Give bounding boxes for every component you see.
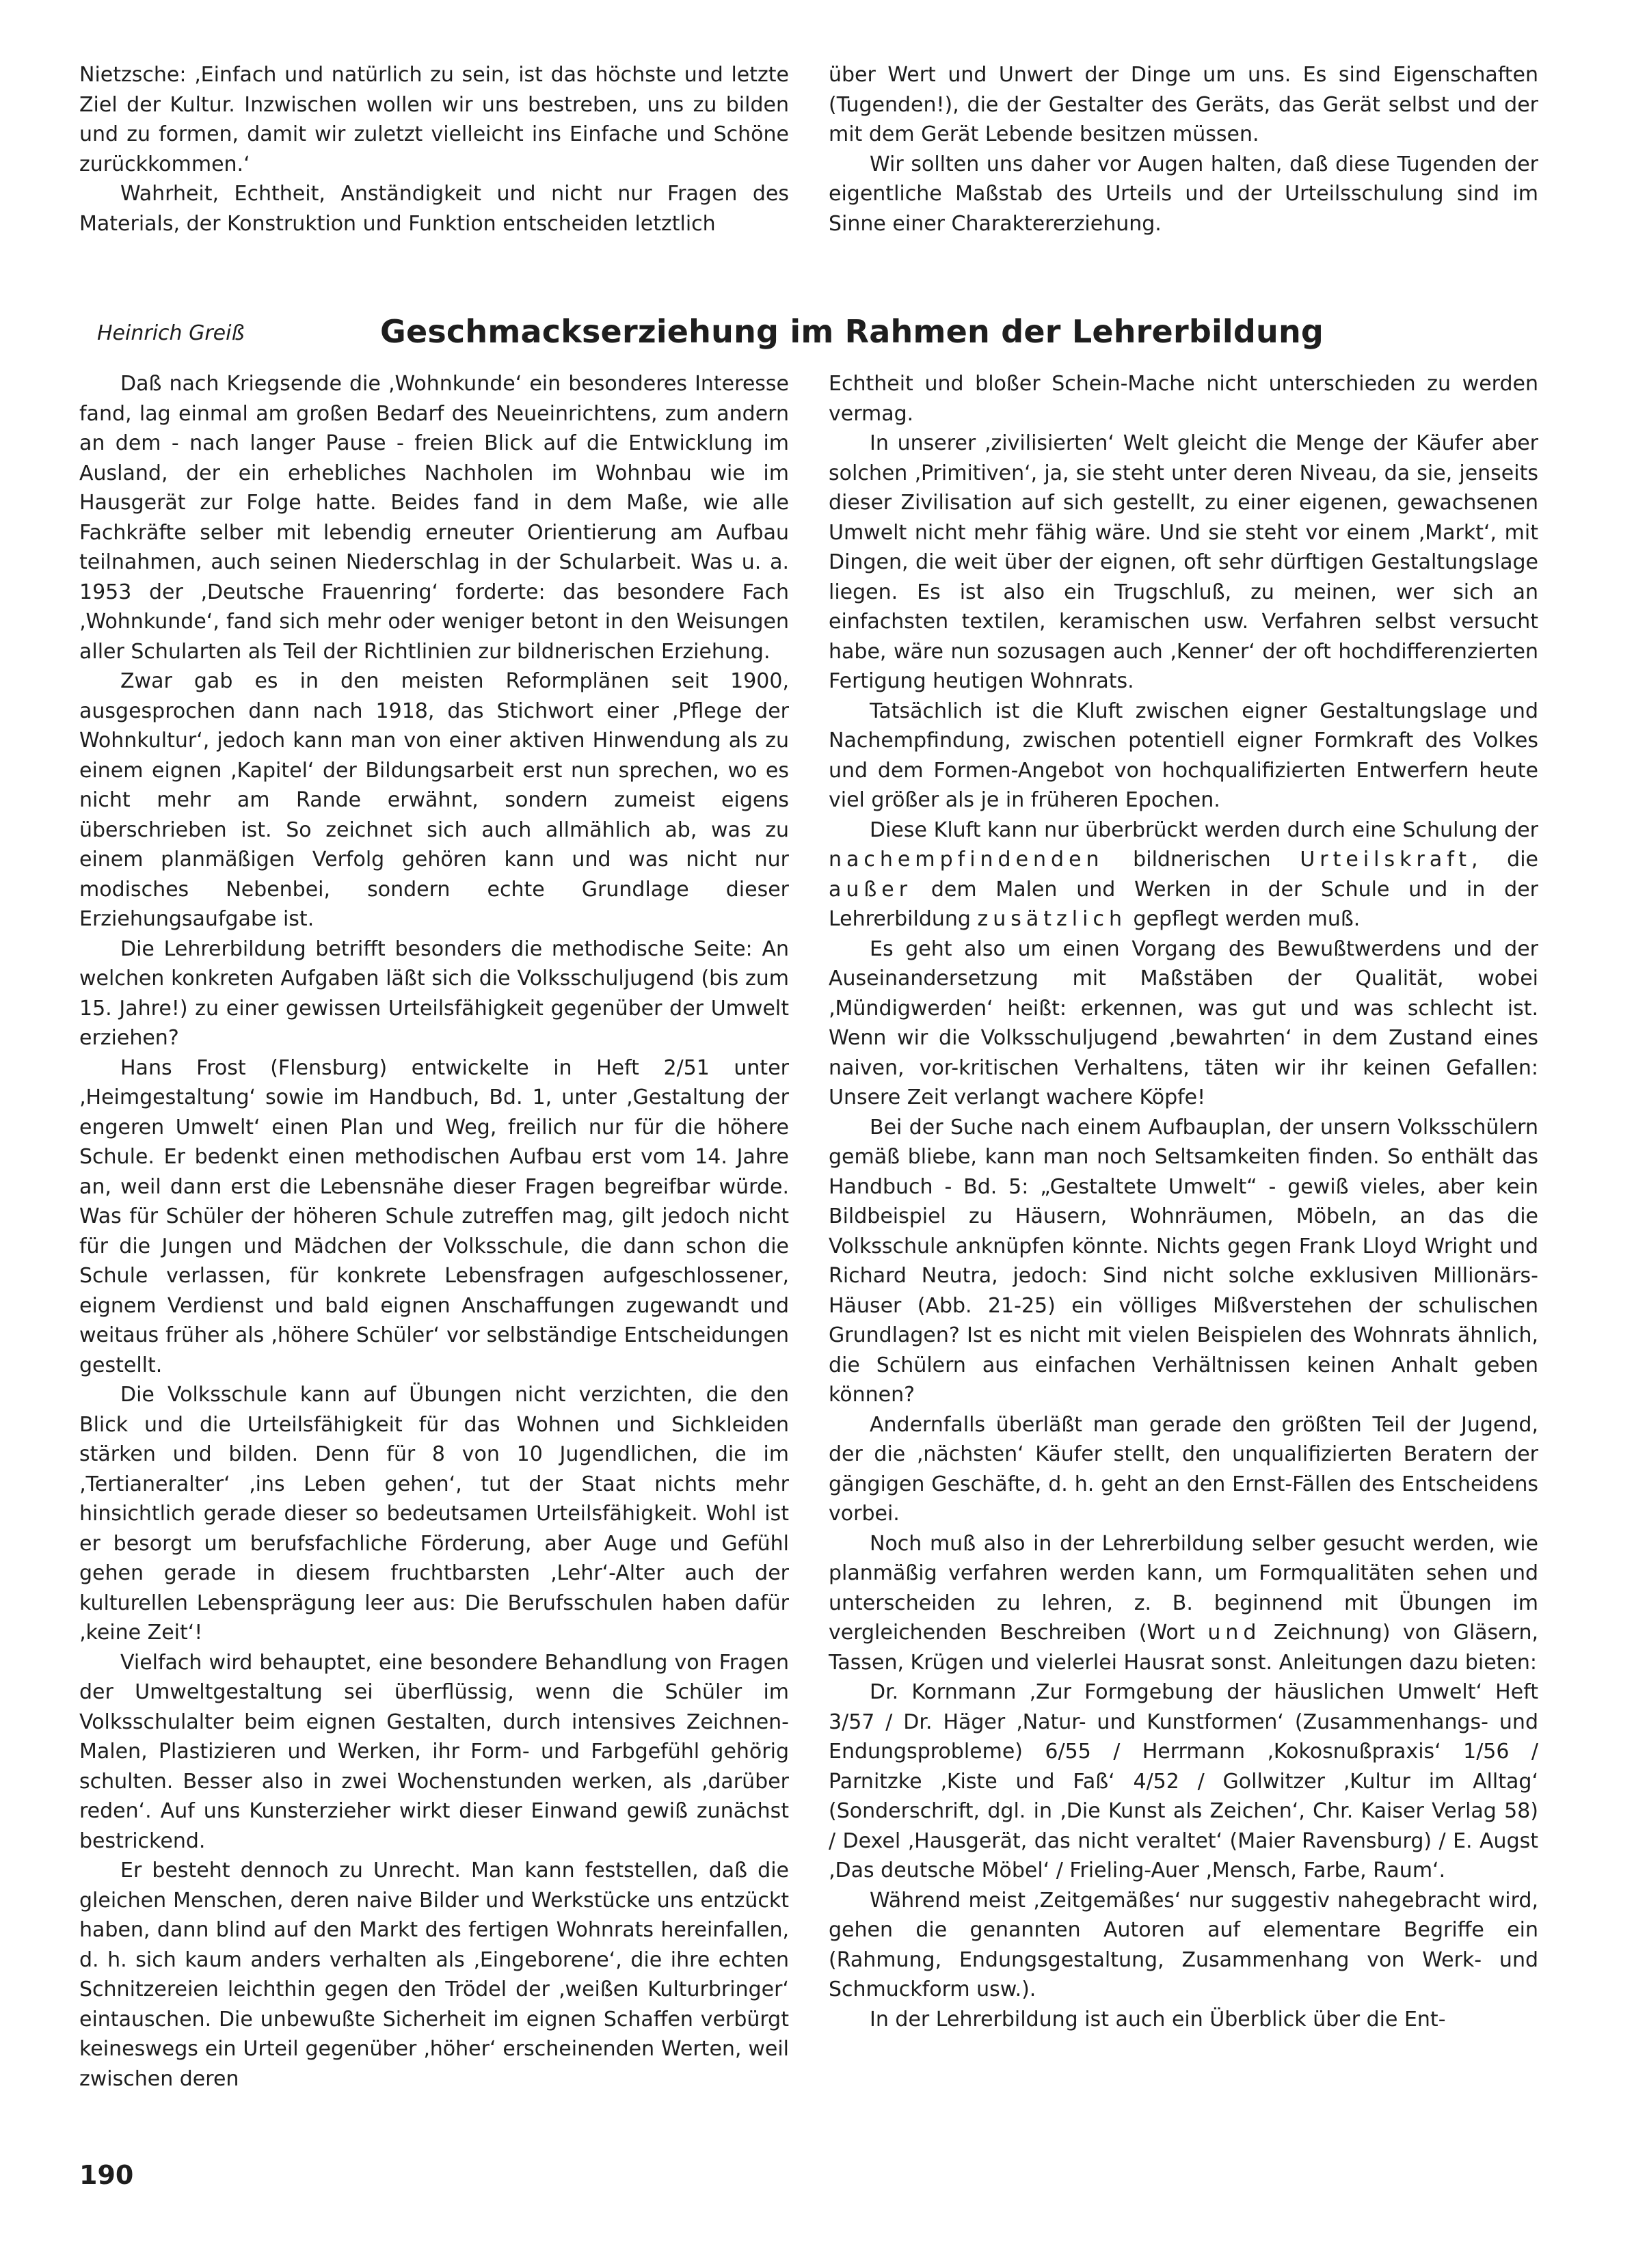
paragraph: Dr. Kornmann ‚Zur Formgebung der häuslichen Umwelt‘ Heft 3/57 / Dr. Häger ‚Natur- und Kunstformen‘ (Zusammenhangs- und Endungsprobleme) 6/55 / Herrmann ‚Kokosnußpraxis‘ 1/56 / Parnitzke ‚Kiste und Faß‘ 4/52 / Gollwitzer ‚Kultur im Alltag‘ (Sonderschrift, dgl. in ‚Die Kunst als Zeichen‘, Chr. Kaiser Verlag 58) / Dexel ‚Hausgerät, das nicht veraltet‘ (Maier Ravensburg) / E. Augst ‚Das deutsche Möbel‘ / Frieling-Auer ‚Mensch, Farbe, Raum‘. — [829, 1680, 1538, 1882]
paragraph: über Wert und Unwert der Dinge um uns. Es sind Eigenschaften (Tugenden!), die der Gestalter des Geräts, das Gerät selbst und der mit dem Gerät Lebende besitzen müssen. — [829, 63, 1538, 146]
text-run: bildnerischen — [1103, 848, 1300, 872]
paragraph: Wir sollten uns daher vor Augen halten, daß diese Tugenden der eigentliche Maßstab des Urteils und der Urteilsschulung sind im Sinne einer Charaktererziehung. — [829, 152, 1538, 236]
intro-right-column — [829, 60, 1538, 239]
paragraph: Die Lehrerbildung betrifft besonders die methodische Seite: An welchen konkreten Aufgaben läßt sich die Volksschuljugend (bis zum 15. Jahre!) zu einer gewissen Urteilsfähigkeit gegenüber der Umwelt erziehen? — [79, 936, 789, 1050]
text-run: Zeichnung) von Gläsern, Tassen, Krügen und vielerlei Hausrat sonst. Anleitungen dazu bieten: — [829, 1621, 1538, 1675]
paragraph: Bei der Suche nach einem Aufbauplan, der unsern Volksschülern gemäß bliebe, kann man noch Seltsamkeiten finden. So enthält das Handbuch - Bd. 5: „Gestaltete Umwelt“ - gewiß vieles, aber kein Bildbeispiel zu Häusern, Wohnräumen, Möbeln, an das die Volksschule anknüpfen könnte. Nichts gegen Frank Lloyd Wright und Richard Neutra, jedoch: Sind nicht solche exklusiven Millionärs-Häuser (Abb. 21-25) ein völliges Mißverstehen der schulischen Grundlagen? Ist es nicht mit vielen Beispielen des Wohnrats ähnlich, die Schülern aus einfachen Verhältnissen keinen Anhalt geben können? — [829, 1115, 1538, 1407]
paragraph: In der Lehrerbildung ist auch ein Überblick über die Ent- — [870, 2007, 1446, 2031]
paragraph: Wahrheit, Echtheit, Anständigkeit und nicht nur Fragen des Materials, der Konstruktion und Funktion entscheiden letztlich — [79, 182, 789, 236]
article-right-column — [829, 369, 1538, 2034]
spaced-emphasis: außer — [829, 877, 913, 902]
paragraph: Hans Frost (Flensburg) entwickelte in Heft 2/51 unter ‚Heimgestaltung‘ sowie im Handbuch, Bd. 1, unter ‚Gestaltung der engeren Umwelt‘ einen Plan und Weg, freilich nur für die höhere Schule. Er bedenkt einen methodischen Aufbau erst vom 14. Jahre an, weil dann erst die Lebensnähe dieser Fragen begreifbar würde. Was für Schüler der höheren Schule zutreffen mag, gilt jedoch nicht für die Jungen und Mädchen der Volksschule, die dann schon die Schule verlassen, für konkrete Lebensfragen aufgeschlossener, eignem Verdienst und bald eignen Anschaffungen zugewandt und weitaus früher als ‚höhere Schüler‘ vor selbständige Entscheidungen gestellt. — [79, 1055, 789, 1377]
page-number: 190 — [79, 2160, 134, 2190]
text-run: , die — [1471, 848, 1538, 872]
text-run: gepflegt werden muß. — [1126, 907, 1361, 931]
spaced-emphasis: nachempfindenden — [829, 848, 1104, 872]
paragraph: In unserer ‚zivilisierten‘ Welt gleicht die Menge der Käufer aber solchen ‚Primitiven‘, ja, sie steht unter deren Niveau, da sie, jenseits dieser Zivilisation auf sich gestellt, zu einer eigenen, gewachsenen Umwelt nicht mehr fähig wäre. Und sie steht vor einem ‚Markt‘, mit Dingen, die weit über der eignen, oft sehr dürftigen Gestaltungslage liegen. Es ist also ein Trugschluß, zu meinen, wer sich an einfachsten textilen, keramischen usw. Verfahren selbst versucht habe, wäre nun sozusagen auch ‚Kenner‘ der oft hochdifferenzierten Fertigung heutigen Wohnrats. — [829, 431, 1538, 693]
article-author: Heinrich Greiß — [97, 321, 245, 345]
paragraph: Zwar gab es in den meisten Reformplänen seit 1900, ausgesprochen dann nach 1918, das Stichwort einer ‚Pflege der Wohnkultur‘, jedoch kann man von einer aktiven Hinwendung als zu einem eignen ‚Kapitel‘ der Bildungsarbeit erst nun sprechen, wo es nicht mehr am Rande erwähnt, sondern zumeist eigens überschrieben ist. So zeichnet sich auch allmählich ab, was zu einem planmäßigen Verfolg gehören kann und was nicht nur modisches Nebenbei, sondern echte Grundlage dieser Erziehungsaufgabe ist. — [79, 669, 789, 931]
paragraph: Tatsächlich ist die Kluft zwischen eigner Gestaltungslage und Nachempfindung, zwischen potentiell eigner Formkraft des Volkes und dem Formen-Angebot von hochqualifizierten Entwerfern heute viel größer als je in früheren Epochen. — [829, 699, 1538, 812]
spaced-emphasis: Urteilskraft — [1300, 848, 1472, 872]
paragraph — [829, 815, 1538, 934]
paragraph — [829, 1529, 1538, 1678]
article-title: Geschmackserziehung im Rahmen der Lehrerbildung — [380, 313, 1324, 350]
paragraph: Die Volksschule kann auf Übungen nicht verzichten, die den Blick und die Urteilsfähigkeit für das Wohnen und Sichkleiden stärken und bilden. Denn für 8 von 10 Jugendlichen, die im ‚Tertianeralter‘ ‚ins Leben gehen‘, tut der Staat nichts mehr hinsichtlich gerade dieser so bedeutsamen Urteilsfähigkeit. Wohl ist er besorgt um berufsfachliche Förderung, aber Auge und Gefühl gehen gerade in diesem fruchtbarsten ‚Lehr‘-Alter auch der kulturellen Lebensprägung leer aus: Die Berufsschulen haben dafür ‚keine Zeit‘! — [79, 1383, 789, 1645]
spaced-emphasis: und — [1207, 1621, 1261, 1645]
spaced-emphasis: zusätzlich — [977, 907, 1127, 931]
text-run: Noch muß also in der Lehrerbildung selber gesucht werden, wie planmäßig verfahren werden kann, um Formqualitäten sehen und unterscheiden zu lehren, z. B. beginnend mit Übungen im vergleichenden Beschreiben (Wort — [829, 1531, 1538, 1645]
paragraph: Echtheit und bloßer Schein-Mache nicht unterschieden zu werden vermag. — [829, 372, 1538, 426]
paragraph: Vielfach wird behauptet, eine besondere Behandlung von Fragen der Umweltgestaltung sei überflüssig, wenn die Schüler im Volksschulalter beim eignen Gestalten, durch intensives Zeichnen-Malen, Plastizieren und Werken, ihr Form- und Farbgefühl gehörig schulten. Besser also in zwei Wochenstunden werken, als ‚darüber reden‘. Auf uns Kunsterzieher wirkt dieser Einwand gewiß zunächst bestrickend. — [79, 1650, 789, 1853]
intro-left-column — [79, 60, 789, 239]
article-left-column — [79, 369, 789, 2094]
paragraph: Daß nach Kriegsende die ‚Wohnkunde‘ ein besonderes Interesse fand, lag einmal am großen Bedarf des Neueinrichtens, zum andern an dem - nach langer Pause - freien Blick auf die Entwicklung im Ausland, der ein erhebliches Nachholen im Wohnbau wie im Hausgerät zur Folge hatte. Beides fand in dem Maße, wie alle Fachkräfte selber mit lebendig erneuter Orientierung am Aufbau teilnahmen, auch seinen Niederschlag in der Schularbeit. Was u. a. 1953 der ‚Deutsche Frauenring‘ forderte: das besondere Fach ‚Wohnkunde‘, fand sich mehr oder weniger betont in den Weisungen aller Schularten als Teil der Richtlinien zur bildnerischen Erziehung. — [79, 372, 789, 664]
paragraph: Er besteht dennoch zu Unrecht. Man kann feststellen, daß die gleichen Menschen, deren naive Bilder und Werkstücke uns entzückt haben, dann blind auf den Markt des fertigen Wohnrats hereinfallen, d. h. sich kaum anders verhalten als ‚Eingeborene‘, die ihre echten Schnitzereien leichthin gegen den Trödel der ‚weißen Kulturbringer‘ eintauschen. Die unbewußte Sicherheit im eignen Schaffen verbürgt keineswegs ein Urteil gegenüber ‚höher‘ erscheinenden Werten, weil zwischen deren — [79, 1859, 789, 2091]
text-run: dem Malen und Werken in der Schule und in der Lehrerbildung — [829, 877, 1538, 931]
paragraph: Nietzsche: ‚Einfach und natürlich zu sein, ist das höchste und letzte Ziel der Kultur. Inzwischen wollen wir uns bestreben, uns zu bilden und zu formen, damit wir zuletzt vielleicht ins Einfache und Schöne zurückkommen.‘ — [79, 63, 789, 176]
paragraph: Während meist ‚Zeitgemäßes‘ nur suggestiv nahegebracht wird, gehen die genannten Autoren auf elementare Begriffe ein (Rahmung, Endungsgestaltung, Zusammenhang von Werk- und Schmuckform usw.). — [829, 1888, 1538, 2001]
paragraph: Es geht also um einen Vorgang des Bewußtwerdens und der Auseinandersetzung mit Maßstäben der Qualität, wobei ‚Mündigwerden‘ heißt: erkennen, was gut und was schlecht ist. Wenn wir die Volksschuljugend ‚bewahrten‘ in dem Zustand eines naiven, vor-kritischen Verhaltens, täten wir ihr keinen Gefallen: Unsere Zeit verlangt wachere Köpfe! — [829, 936, 1538, 1109]
paragraph: Andernfalls überläßt man gerade den größten Teil der Jugend, der die ‚nächsten‘ Käufer stellt, den unqualifizierten Beratern der gängigen Geschäfte, d. h. geht an den Ernst-Fällen des Entscheidens vorbei. — [829, 1412, 1538, 1526]
text-run: Diese Kluft kann nur überbrückt werden durch eine Schulung der — [870, 818, 1538, 842]
